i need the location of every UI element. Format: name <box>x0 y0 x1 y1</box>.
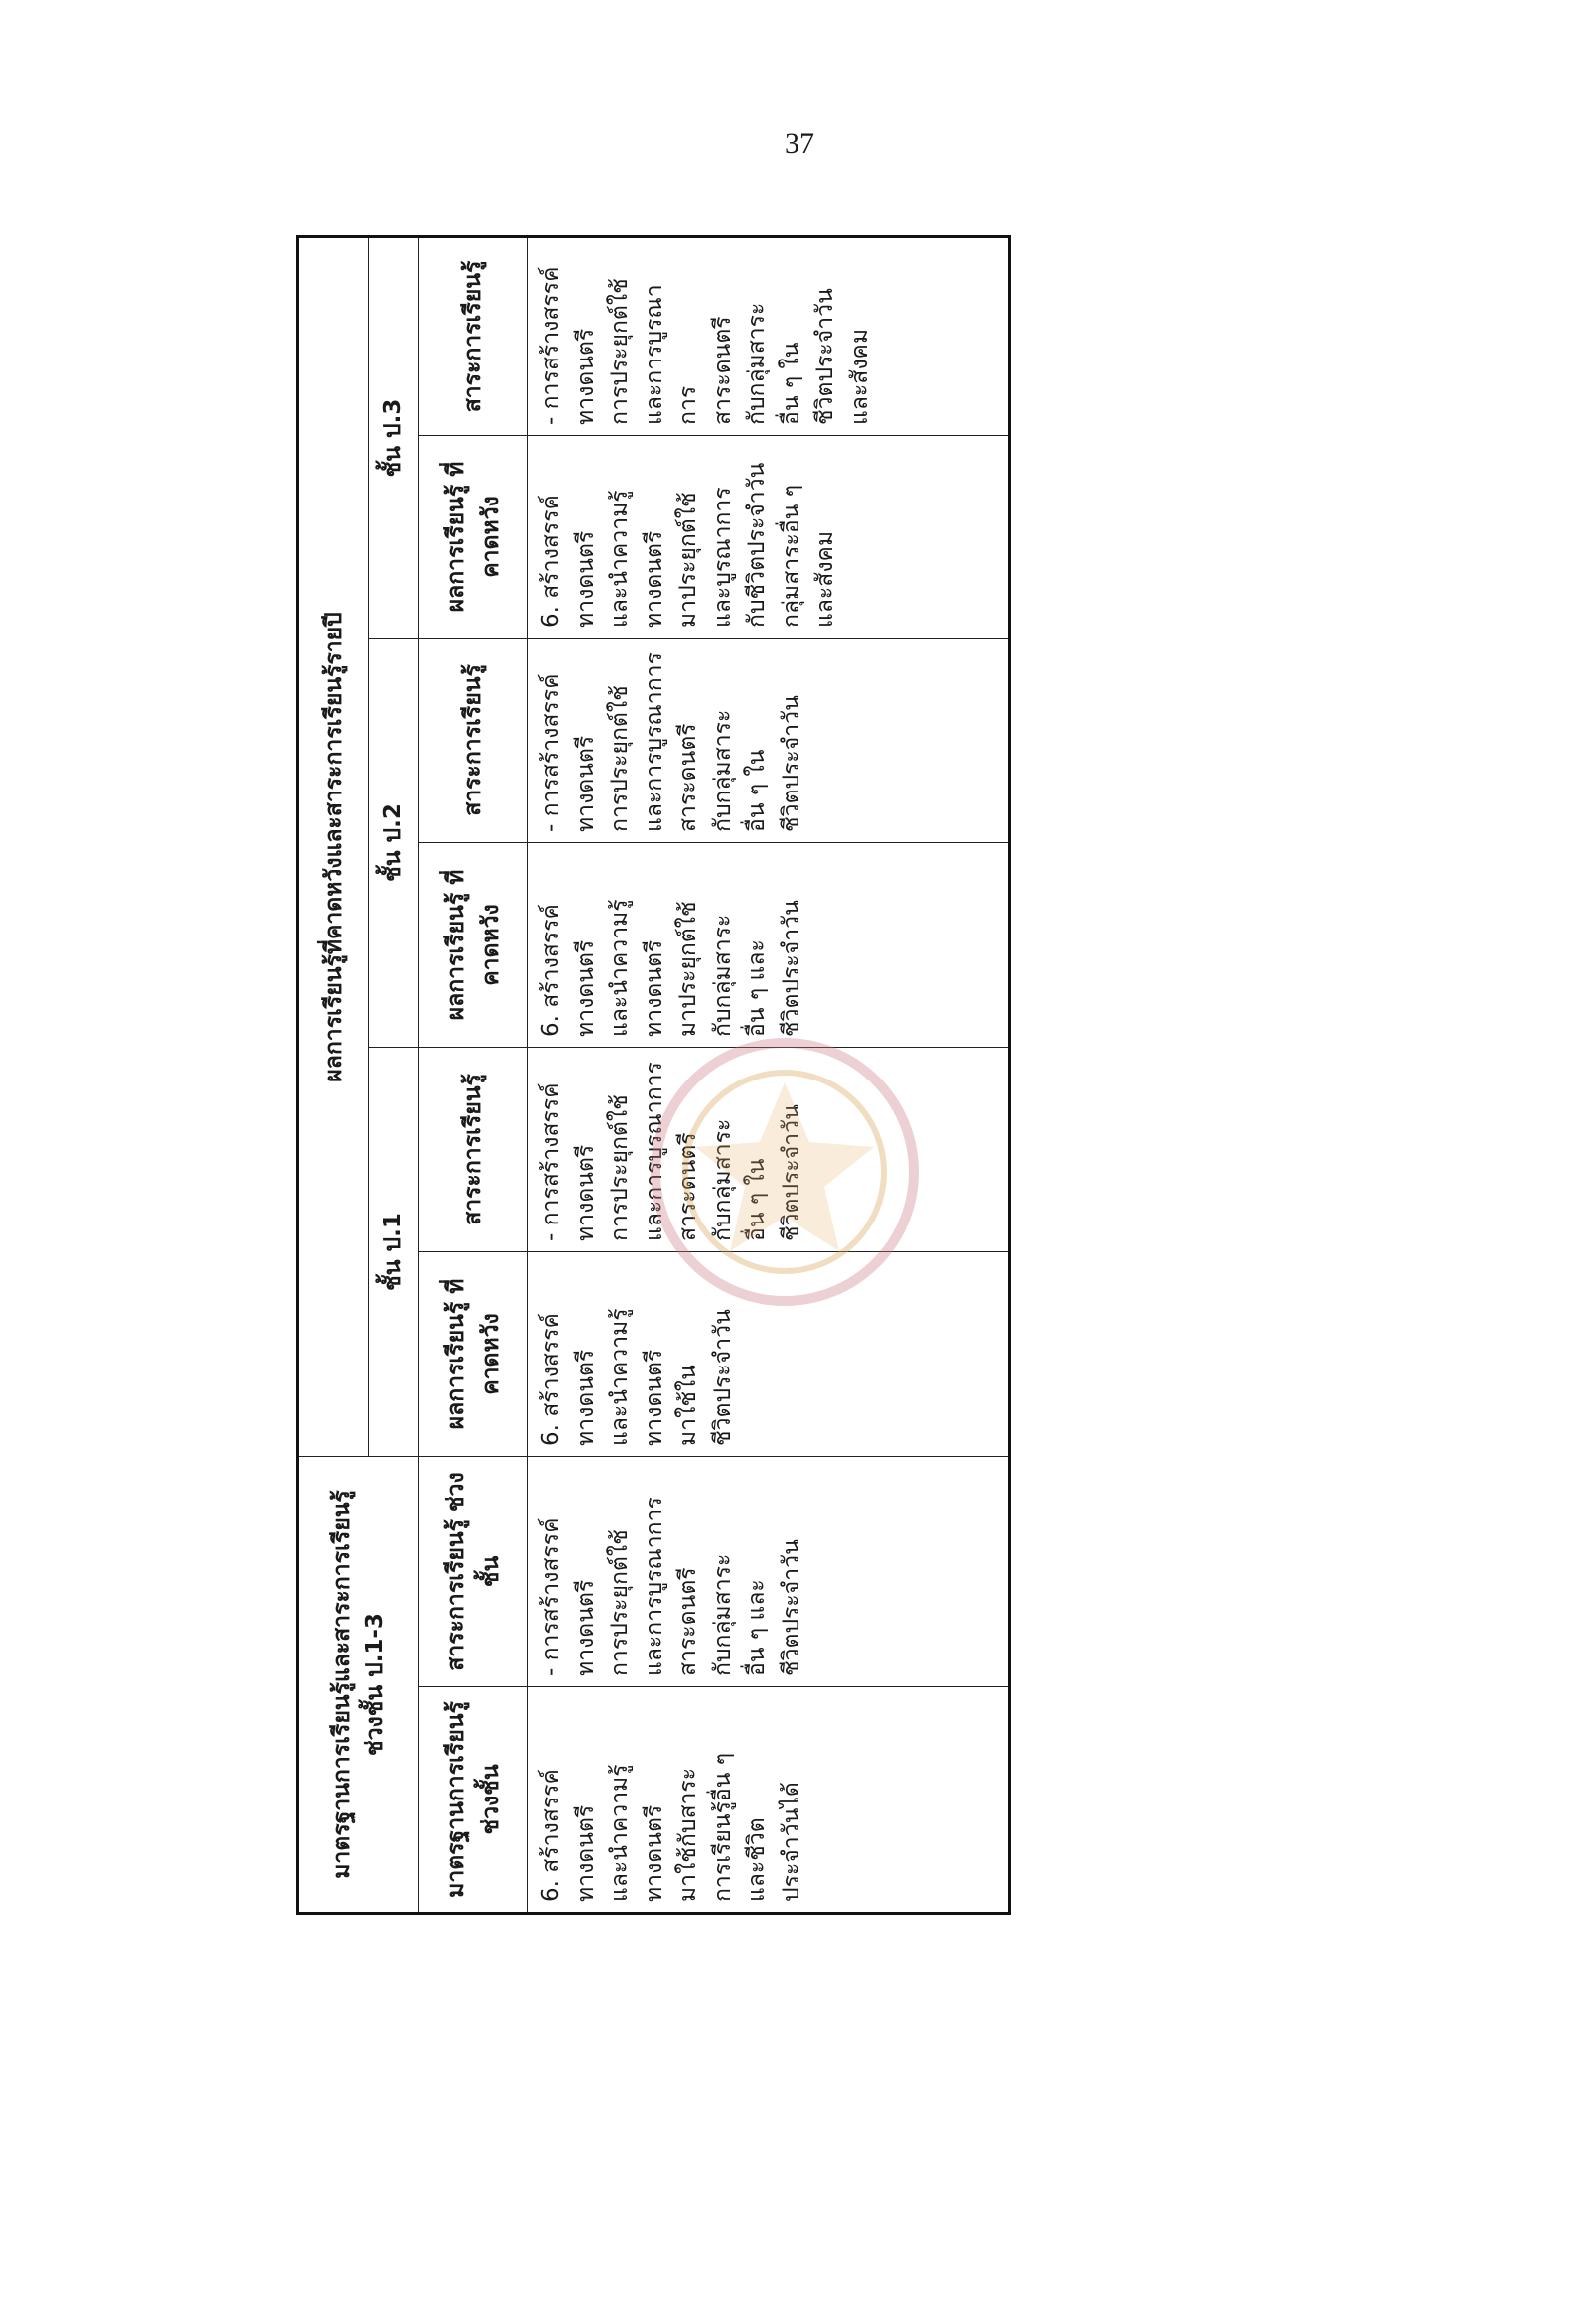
table-row <box>528 236 1010 1913</box>
cell-p2-content: - การสร้างสรรค์ ทางดนตรี การประยุกต์ใช้ และการบูรณาการ สาระดนตรี กับกลุ่มสาระ อื่น ๆ ใน ชีวิตประจำวัน <box>528 638 1010 842</box>
page-number: 37 <box>785 127 814 160</box>
cell-standard: 6. สร้างสรรค์ ทางดนตรี และนำความรู้ ทางดนตรี มาใช้กับสาระ การเรียนรู้อื่น ๆ และชีวิต ประจำวันได้ <box>528 1687 1010 1914</box>
col-p2-content: สาระการเรียนรู้ <box>419 638 528 842</box>
col-p1-content: สาระการเรียนรู้ <box>419 1047 528 1251</box>
header-grade-p1: ชั้น ป.1 <box>369 1047 419 1456</box>
col-p2-expected: ผลการเรียนรู้ ที่คาดหวัง <box>419 842 528 1047</box>
cell-p3-content: - การสร้างสรรค์ ทางดนตรี การประยุกต์ใช้ และการบูรณาการ สาระดนตรี กับกลุ่มสาระ อื่น ๆ ใน ชีวิตประจำวัน และสังคม <box>528 236 1010 435</box>
curriculum-table <box>296 235 1011 1915</box>
col-p3-expected: ผลการเรียนรู้ ที่คาดหวัง <box>419 435 528 638</box>
cell-p2-expected: 6. สร้างสรรค์ ทางดนตรี และนำความรู้ ทางดนตรี มาประยุกต์ใช้ กับกลุ่มสาระ อื่น ๆ และ ชีวิตประจำวัน <box>528 842 1010 1047</box>
cell-p1-expected: 6. สร้างสรรค์ ทางดนตรี และนำความรู้ ทางดนตรี มาใช้ใน ชีวิตประจำวัน <box>528 1251 1010 1456</box>
header-outcomes: ผลการเรียนรู้ที่คาดหวังและสาระการเรียนรู้รายปี <box>298 236 369 1456</box>
header-standard: มาตรฐานการเรียนรู้และสาระการเรียนรู้ ช่วงชั้น ป.1-3 <box>298 1456 419 1913</box>
header-grade-p3: ชั้น ป.3 <box>369 236 419 638</box>
col-p3-content: สาระการเรียนรู้ <box>419 236 528 435</box>
cell-content-range: - การสร้างสรรค์ ทางดนตรี การประยุกต์ใช้ และการบูรณาการ สาระดนตรี กับกลุ่มสาระ อื่น ๆ และ ชีวิตประจำวัน <box>528 1456 1010 1686</box>
col-p1-expected: ผลการเรียนรู้ ที่คาดหวัง <box>419 1251 528 1456</box>
col-standard: มาตรฐานการเรียนรู้ ช่วงชั้น <box>419 1687 528 1914</box>
header-grade-p2: ชั้น ป.2 <box>369 638 419 1047</box>
col-content-range: สาระการเรียนรู้ ช่วงชั้น <box>419 1456 528 1686</box>
cell-p1-content: - การสร้างสรรค์ ทางดนตรี การประยุกต์ใช้ และการบูรณาการ สาระดนตรี กับกลุ่มสาระ อื่น ๆ ใน ชีวิตประจำวัน <box>528 1047 1010 1251</box>
rotated-table-container <box>296 238 1011 1915</box>
cell-p3-expected: 6. สร้างสรรค์ ทางดนตรี และนำความรู้ ทางดนตรี มาประยุกต์ใช้ และบูรณาการ กับชีวิตประจำวัน กลุ่มสาระอื่น ๆ และสังคม <box>528 435 1010 638</box>
